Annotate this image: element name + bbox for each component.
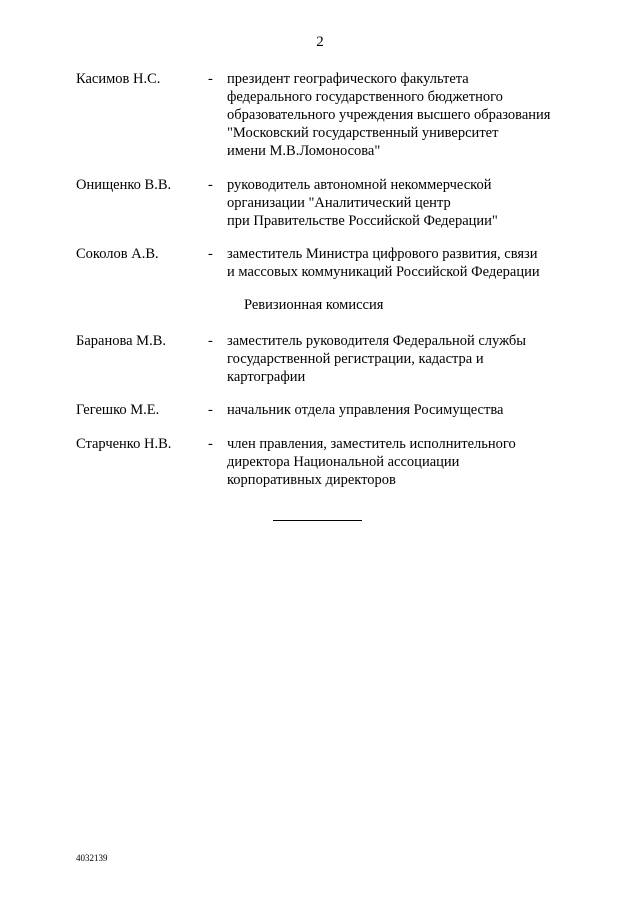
position-line: федерального государственного бюджетного <box>227 89 503 105</box>
member-name: Баранова М.В. <box>76 333 166 349</box>
position-line: организации "Аналитический центр <box>227 195 451 211</box>
member-position <box>227 176 572 230</box>
member-position <box>227 435 572 489</box>
position-line: директора Национальной ассоциации <box>227 454 460 470</box>
position-line: и массовых коммуникаций Российской Федерации <box>227 264 540 280</box>
dash: - <box>208 246 213 262</box>
dash: - <box>208 436 213 452</box>
member-name: Старченко Н.В. <box>76 436 172 452</box>
document-code: 4032139 <box>76 853 108 863</box>
dash: - <box>208 333 213 349</box>
position-line: член правления, заместитель исполнительного <box>227 436 516 452</box>
member-position <box>227 70 572 160</box>
position-line: при Правительстве Российской Федерации" <box>227 213 498 229</box>
member-name: Касимов Н.С. <box>76 71 161 87</box>
dash: - <box>208 71 213 87</box>
position-line: заместитель Министра цифрового развития, связи <box>227 246 538 262</box>
page-number: 2 <box>316 34 324 50</box>
position-line: корпоративных директоров <box>227 472 396 488</box>
member-position <box>227 245 572 281</box>
member-name: Гегешко М.Е. <box>76 402 160 418</box>
position-line: президент географического факультета <box>227 71 469 87</box>
end-divider <box>273 520 362 521</box>
member-name: Соколов А.В. <box>76 246 159 262</box>
member-position <box>227 332 572 386</box>
position-line: картографии <box>227 369 306 385</box>
member-position <box>227 401 572 419</box>
position-line: имени М.В.Ломоносова" <box>227 143 381 159</box>
member-name: Онищенко В.В. <box>76 177 172 193</box>
position-line: образовательного учреждения высшего образования <box>227 107 551 123</box>
section-title: Ревизионная комиссия <box>244 297 384 313</box>
position-line: начальник отдела управления Росимущества <box>227 402 504 418</box>
position-line: государственной регистрации, кадастра и <box>227 351 484 367</box>
dash: - <box>208 402 213 418</box>
dash: - <box>208 177 213 193</box>
position-line: "Московский государственный университет <box>227 125 499 141</box>
position-line: руководитель автономной некоммерческой <box>227 177 492 193</box>
position-line: заместитель руководителя Федеральной службы <box>227 333 527 349</box>
